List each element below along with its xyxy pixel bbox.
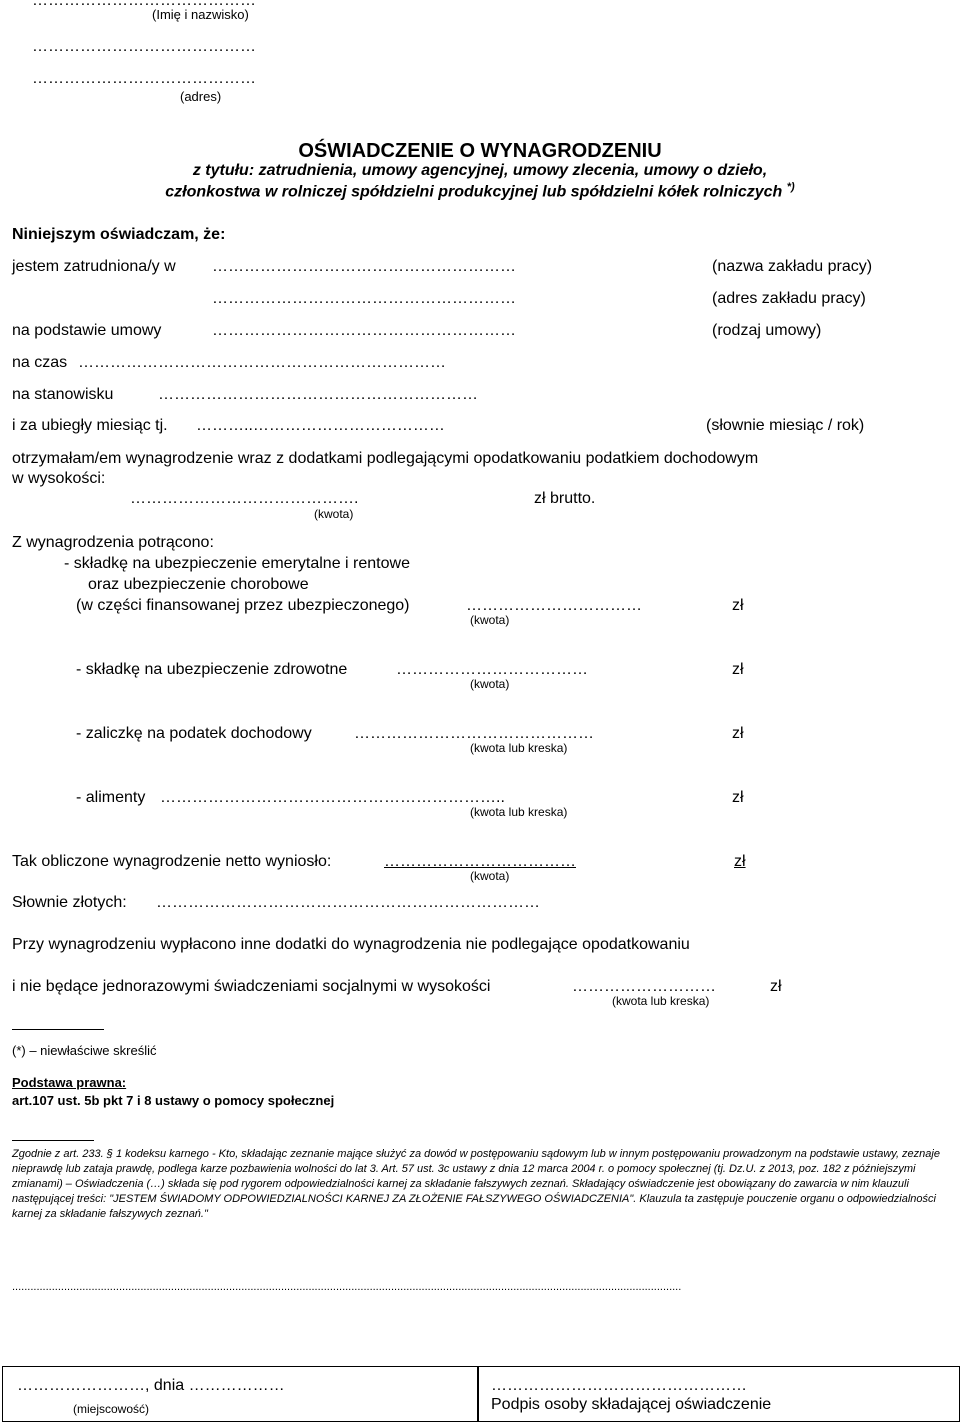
social-amount-field[interactable]: …………………………… <box>466 597 642 614</box>
position-field[interactable]: …………………………………………………… <box>158 386 478 403</box>
month-field[interactable]: ………..……………………………… <box>196 417 445 434</box>
contract-type-field[interactable]: ………………………………………………… <box>212 322 516 339</box>
gross-currency: zł brutto. <box>534 490 596 507</box>
other-line-1: Przy wynagrodzeniu wypłacono inne dodatki do wynagrodzenia nie podlegające opodatkowaniu <box>12 936 690 953</box>
other-line-2: i nie będące jednorazowymi świadczeniami socjalnymi w wysokości <box>12 978 491 995</box>
health-label: - składkę na ubezpieczenie zdrowotne <box>76 661 348 678</box>
other-caption: (kwota lub kreska) <box>612 994 710 1008</box>
document-subtitle-1: z tytułu: zatrudnienia, umowy agencyjnej, umowy zlecenia, umowy o dzieło, <box>192 162 768 179</box>
other-currency: zł <box>770 978 782 995</box>
place-date-box <box>2 1366 478 1422</box>
received-line-2: w wysokości: <box>12 470 106 487</box>
address-caption: (adres) <box>180 89 222 104</box>
legal-basis-text: art.107 ust. 5b pkt 7 i 8 ustawy o pomocy społecznej <box>12 1093 335 1108</box>
name-dots[interactable]: …………………………………… <box>32 0 256 9</box>
month-caption: (słownie miesiąc / rok) <box>706 417 865 434</box>
tax-label: - zaliczkę na podatek dochodowy <box>76 725 312 742</box>
social-line-2: oraz ubezpieczenie chorobowe <box>88 576 309 593</box>
net-amount-field[interactable]: ……………………………… <box>384 853 576 870</box>
net-currency: zł <box>734 853 746 870</box>
separator-dots: ........................................................................................................................................................................................................................... <box>12 1281 682 1293</box>
position-label: na stanowisku <box>12 386 114 403</box>
strike-note: (*) – niewłaściwe skreślić <box>12 1043 157 1058</box>
net-caption: (kwota) <box>470 869 510 883</box>
footnote-divider <box>12 1140 94 1141</box>
net-label: Tak obliczone wynagrodzenie netto wyniosło: <box>12 853 332 870</box>
employer-address-caption: (adres zakładu pracy) <box>712 290 866 307</box>
social-line-1: - składkę na ubezpieczenie emerytalne i rentowe <box>64 555 410 572</box>
other-amount-field[interactable]: ……………………… <box>572 978 716 995</box>
contract-type-caption: (rodzaj umowy) <box>712 322 822 339</box>
legal-basis-heading: Podstawa prawna: <box>12 1075 127 1090</box>
gross-amount-field[interactable]: ……………………………………. <box>130 490 359 507</box>
social-line-3: (w części finansowanej przez ubezpieczonego) <box>76 597 410 614</box>
place-caption: (miejscowość) <box>73 1402 150 1416</box>
address-dots-2[interactable]: …………………………………… <box>32 70 256 87</box>
signature-field[interactable]: ………………………………………… <box>491 1377 747 1394</box>
employed-label: jestem zatrudniona/y w <box>12 258 176 275</box>
tax-amount-field[interactable]: ……………………………………… <box>354 725 594 742</box>
footnote-text: Zgodnie z art. 233. § 1 kodeksu karnego - Kto, składając zeznanie mające służyć za dowód w postępowaniu sądowym lub w innym postępowaniu prowadzonym na podstawie ustawy, zeznaje nieprawdę lub zataja prawdę, podlega karze pozbawienia wolności do lat 3. Art. 57 ust. 3c ustawy z dnia 12 marca 2004 r. o pomocy społecznej (tj. Dz.U. z 2013, poz. 182 z późniejszymi zmianami) – Oświadczenia (…) składa się pod rygorem odpowiedzialności karnej za składanie fałszywych zeznań. Składający oświadczenie jest obowiązany do zawarcia w nim klauzuli następującej treści: "JESTEM ŚWIADOMY ODPOWIEDZIALNOŚCI KARNEJ ZA ZŁOŻENIE FAŁSZYWEGO OŚWIADCZENIA". Klauzula ta zastępuje pouczenie organu o odpowiedzialności karnej za składanie fałszywych zeznań." <box>12 1148 940 1220</box>
gross-caption: (kwota) <box>314 507 354 521</box>
footnote-mark: *) <box>786 181 795 193</box>
document-subtitle-2: członkostwa w rolniczej spółdzielni produkcyjnej lub spółdzielni kółek rolniczych *) <box>165 181 795 201</box>
employer-name-field[interactable]: ………………………………………………… <box>212 258 516 275</box>
place-date-field[interactable]: ……………………, dnia ……………… <box>17 1377 285 1394</box>
contract-label: na podstawie umowy <box>12 322 162 339</box>
net-words-field[interactable]: ……………………………………………………………… <box>156 894 540 911</box>
name-caption: (Imię i nazwisko) <box>152 7 249 22</box>
document-title: OŚWIADCZENIE O WYNAGRODZENIU <box>298 140 662 162</box>
tax-caption: (kwota lub kreska) <box>470 741 568 755</box>
signature-caption: Podpis osoby składającej oświadczenie <box>491 1396 772 1413</box>
net-words-label: Słownie złotych: <box>12 894 127 911</box>
alimony-currency: zł <box>732 789 744 806</box>
signature-box <box>478 1366 960 1422</box>
social-caption: (kwota) <box>470 613 510 627</box>
received-line-1: otrzymałam/em wynagrodzenie wraz z dodatkami podlegającymi opodatkowaniu podatkiem dochodowym <box>12 450 759 467</box>
declaration-intro: Niniejszym oświadczam, że: <box>12 226 226 243</box>
health-caption: (kwota) <box>470 677 510 691</box>
deductions-intro: Z wynagrodzenia potrącono: <box>12 534 214 551</box>
health-amount-field[interactable]: ……………………………… <box>396 661 588 678</box>
note-divider <box>12 1029 104 1030</box>
month-label: i za ubiegły miesiąc tj. <box>12 417 168 434</box>
alimony-label: - alimenty <box>76 789 146 806</box>
health-currency: zł <box>732 661 744 678</box>
alimony-caption: (kwota lub kreska) <box>470 805 568 819</box>
period-field[interactable]: …………………………………………………………… <box>78 354 446 371</box>
address-dots-1[interactable]: …………………………………… <box>32 38 256 55</box>
alimony-amount-field[interactable]: ……………………………………………………….. <box>160 789 505 806</box>
tax-currency: zł <box>732 725 744 742</box>
employer-address-field[interactable]: ………………………………………………… <box>212 290 516 307</box>
period-label: na czas <box>12 354 68 371</box>
social-currency: zł <box>732 597 744 614</box>
employer-name-caption: (nazwa zakładu pracy) <box>712 258 873 275</box>
